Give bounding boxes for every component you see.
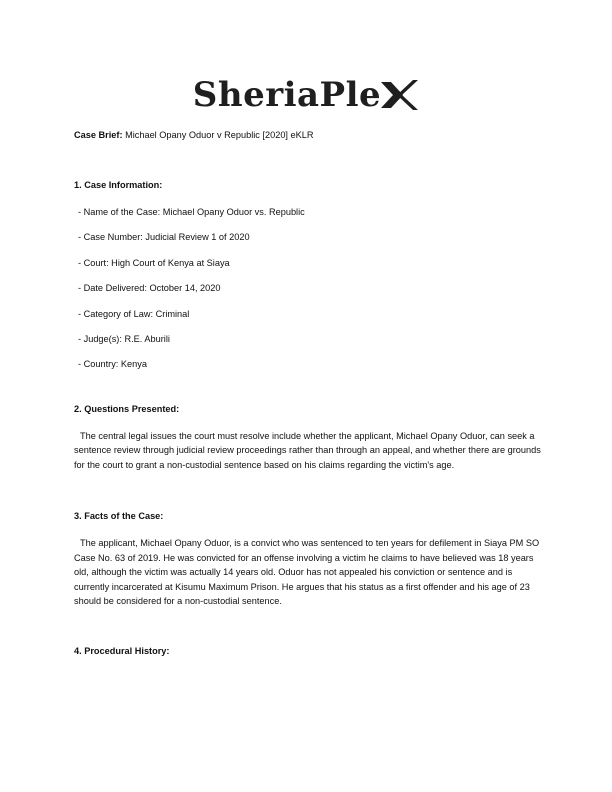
section-heading: 3. Facts of the Case: [74, 511, 164, 522]
section-facts-of-the-case [74, 512, 544, 609]
list-item: - Court: High Court of Kenya at Siaya [78, 257, 230, 268]
x-logo-mark-icon [379, 78, 419, 112]
section-procedural-history [74, 647, 544, 656]
list-item: - Judge(s): R.E. Aburili [78, 333, 170, 344]
section-paragraph: The central legal issues the court must resolve include whether the applicant, Michael Opany Oduor, can seek a sentence review through judicial review proceedings rather than through an appeal, and whether there are grounds for the court to grant a non-custodial sentence based on his claims regarding the victim's age. [74, 430, 541, 470]
case-brief-line [74, 131, 544, 145]
case-brief-label: Case Brief: [74, 130, 123, 140]
list-item: - Case Number: Judicial Review 1 of 2020 [78, 232, 250, 243]
section-paragraph: The applicant, Michael Opany Oduor, is a convict who was sentenced to ten years for defilement in Siaya PM SO Case No. 63 of 2019. He was convicted for an offense involving a victim he claims to have believed was 18 years old, although the victim was actually 14 years old. Oduor has not appealed his conviction or sentence and is currently incarcerated at Kisumu Maximum Prison. He argues that his status as a first offender and his age of 23 should be considered for a non-custodial sentence. [74, 538, 540, 607]
list-item: - Date Delivered: October 14, 2020 [78, 283, 221, 294]
list-item: - Name of the Case: Michael Opany Oduor vs. Republic [78, 207, 305, 217]
case-brief-title: Michael Opany Oduor v Republic [2020] eKLR [122, 130, 314, 140]
case-information-list [74, 208, 544, 386]
logo-wordmark: SheriaPle [192, 75, 382, 115]
list-item: - Country: Kenya [78, 359, 147, 370]
sheriaplex-logo [0, 75, 612, 115]
document-body [74, 131, 544, 656]
section-heading: 2. Questions Presented: [74, 403, 180, 414]
section-case-information [74, 181, 544, 386]
section-heading: 1. Case Information: [74, 180, 163, 190]
list-item: - Category of Law: Criminal [78, 308, 190, 319]
section-heading: 4. Procedural History: [74, 645, 170, 656]
section-questions-presented [74, 405, 544, 473]
